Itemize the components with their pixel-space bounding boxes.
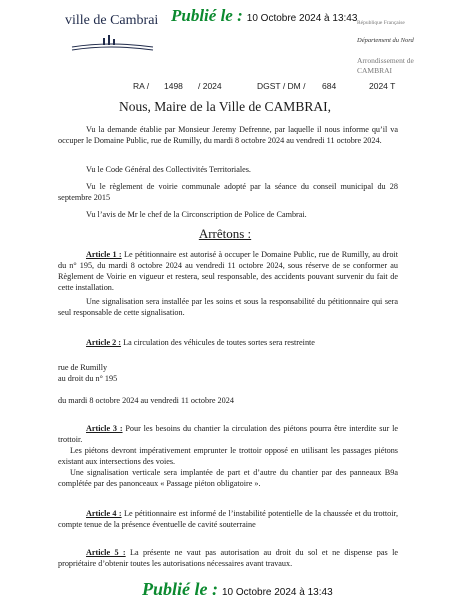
- ref-year: / 2024: [198, 81, 222, 91]
- published-stamp-footer: [142, 579, 333, 600]
- article-2-dates: du mardi 8 octobre 2024 au vendredi 11 octobre 2024: [58, 396, 234, 405]
- arrondissement-label: Arrondissement de CAMBRAI: [357, 56, 414, 75]
- ref-number: 1498: [164, 81, 183, 91]
- vu-paragraph: Vu l’avis de Mr le chef de la Circonscription de Police de Cambrai.: [86, 210, 307, 219]
- logo-text: ville de Cambrai: [65, 13, 159, 28]
- article-4: Article 4 : Le pétitionnaire est informé de l’instabilité potentielle de la chaussée et du trottoir, compte tenue de la présence éventuelle de cavité souterraine: [58, 509, 398, 529]
- article-3: Article 3 : Pour les besoins du chantier la circulation des piétons pourra être interdite sur le trottoir.: [58, 424, 398, 444]
- arretons-heading: Arrêtons :: [198, 226, 252, 241]
- article-1: Article 1 : Le pétitionnaire est autorisé à occuper le Domaine Public, rue de Rumilly, au droit du n° 195, du mardi 8 octobre 2024 au vendredi 11 octobre 2024, sous réserve de se conformer au Règlement de Voirie en vigueur et restera, seul responsable, des accidents pouvant survenir du fait de cette installation.: [58, 250, 398, 292]
- republique-label: République Française: [357, 20, 405, 26]
- article-label: Article 5 :: [86, 548, 126, 557]
- article-3-signalisation: Une signalisation verticale sera implantée de part et d’autre du chantier par des panneaux B9a complétée par des panonceaux « Passage piéton obligatoire ».: [58, 468, 398, 488]
- published-label: Publié le :: [142, 579, 218, 599]
- ref-dgst: DGST / DM /: [257, 81, 306, 91]
- vu-paragraph: Vu le règlement de voirie communale adopté par la séance du conseil municipal du 28 septembre 2015: [58, 182, 398, 202]
- published-label: Publié le :: [171, 6, 243, 25]
- article-label: Article 2 :: [86, 338, 122, 347]
- published-stamp: [171, 6, 357, 26]
- article-3-pietons: Les piétons devront impérativement emprunter le trottoir opposé en utilisant les passages piétons existant aux intersections des voies.: [58, 446, 398, 466]
- article-2-number: au droit du n° 195: [58, 374, 118, 383]
- published-date: 10 Octobre 2024 à 13:43: [221, 587, 333, 598]
- vu-paragraph: Vu le Code Général des Collectivités Territoriales.: [86, 165, 251, 174]
- article-label: Article 1 :: [86, 250, 122, 259]
- article-2: Article 2 : La circulation des véhicules de toutes sortes sera restreinte: [86, 338, 315, 347]
- ref-ra: RA /: [133, 81, 150, 91]
- article-1-signalisation: Une signalisation sera installée par les soins et sous la responsabilité du pétitionnaire qui sera seul responsable de cette signalisation.: [58, 297, 398, 317]
- published-date: 10 Octobre 2024 à 13:43: [246, 13, 358, 24]
- departement-label: Département du Nord: [357, 37, 414, 44]
- article-2-street: rue de Rumilly: [58, 363, 108, 372]
- ref-dgst-number: 684: [322, 81, 337, 91]
- logo-skyline-icon: [70, 31, 155, 51]
- article-5: Article 5 : La présente ne vaut pas autorisation au droit du sol et ne dispense pas le propriétaire d’obtenir toutes les autorisations nécessaires avant travaux.: [58, 548, 398, 568]
- page-title: Nous, Maire de la Ville de CAMBRAI,: [119, 99, 331, 114]
- article-label: Article 4 :: [86, 509, 122, 518]
- article-label: Article 3 :: [86, 424, 123, 433]
- ref-suffix: 2024 T: [369, 81, 396, 91]
- vu-paragraph: Vu la demande établie par Monsieur Jeremy Defrenne, par laquelle il nous informe qu’il va occuper le Domaine Public, rue de Rumilly, du mardi 8 octobre 2024 au vendredi 11 octobre 2024.: [58, 125, 398, 145]
